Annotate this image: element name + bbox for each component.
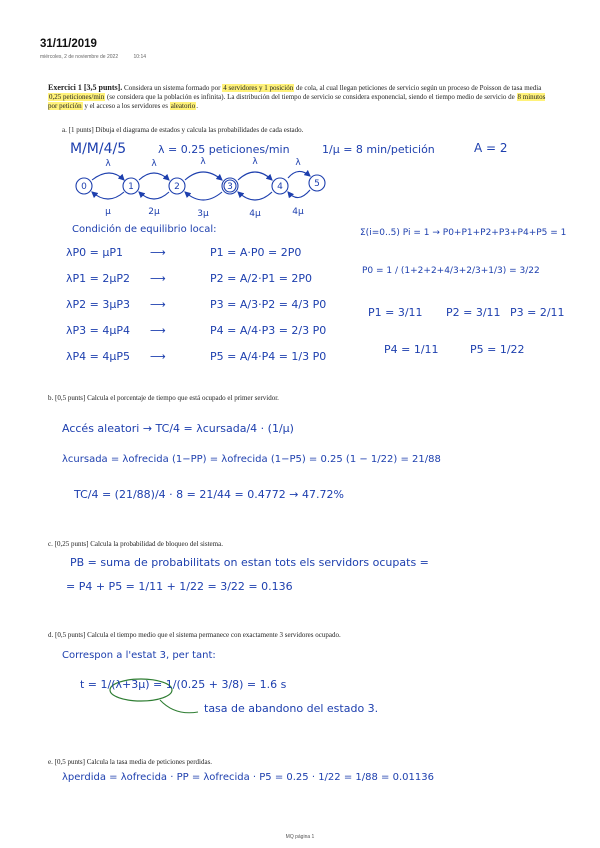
balance-eq: λP0 = μP1	[66, 246, 123, 259]
page-date-title: 31/11/2019	[40, 38, 97, 50]
service-label: 3μ	[197, 209, 209, 219]
arrival-label: λ	[295, 158, 301, 168]
meta-time: 10:14	[133, 54, 147, 60]
arrival-arc	[238, 172, 272, 180]
service-arc	[288, 190, 310, 198]
statement-part5: .	[196, 102, 198, 111]
balance-arrow: ⟶	[150, 246, 166, 259]
balance-result: P4 = A/4·P3 = 2/3 P0	[210, 324, 327, 337]
state-label: 4	[277, 182, 283, 192]
arrival-label: λ	[200, 157, 206, 167]
note-pointer	[160, 700, 198, 713]
balance-eq: λP1 = 2μP2	[66, 272, 130, 285]
highlight-service-time: 8 minutos por petición	[48, 93, 546, 111]
arrival-label: λ	[252, 157, 258, 167]
service-arc	[238, 192, 272, 200]
arrival-arc	[288, 171, 310, 178]
state-label: 5	[314, 179, 320, 189]
service-arc	[185, 192, 222, 200]
prob-value: P2 = 3/11	[446, 306, 501, 319]
service-label: 2μ	[148, 207, 160, 217]
answer-c-line1: PB = suma de probabilitats on estan tots els servidors ocupats =	[70, 556, 429, 569]
normalization-eq: Σ(i=0..5) Pi = 1 → P0+P1+P2+P3+P4+P5 = 1	[360, 228, 567, 238]
offered-traffic: A = 2	[474, 141, 508, 155]
balance-arrow: ⟶	[150, 298, 166, 311]
prob-value: P1 = 3/11	[368, 306, 423, 319]
answer-c-line2: = P4 + P5 = 1/11 + 1/22 = 3/22 = 0.136	[66, 580, 293, 593]
meta-day: miércoles, 2 de noviembre de 2022	[40, 54, 119, 60]
highlight-servers: 4 servidores y 1 posición	[223, 84, 294, 92]
service-arc	[139, 192, 169, 199]
arrival-arc	[139, 173, 169, 180]
prob-value: P4 = 1/11	[384, 343, 439, 356]
arrival-label: λ	[105, 159, 111, 169]
question-a-prompt: a. [1 punts] Dibuja el diagrama de estados y calcula las probabilidades de cada estado.	[62, 126, 304, 134]
queue-model: M/M/4/5	[70, 141, 127, 157]
answer-e-line1: λperdida = λofrecida · PP = λofrecida · P5 = 0.25 · 1/22 = 1/88 = 0.01136	[62, 772, 434, 783]
question-c-prompt: c. [0,25 punts] Calcula la probabilidad de bloqueo del sistema.	[48, 540, 223, 548]
statement-part2: de cola, al cual llegan peticiones de servicio según un proceso de Poisson de tasa media	[295, 84, 542, 92]
arrival-arc	[92, 173, 124, 180]
arrival-arc	[185, 172, 222, 180]
answer-d-line1: Correspon a l'estat 3, per tant:	[62, 650, 216, 661]
balance-title: Condición de equilibrio local:	[72, 224, 217, 235]
service-label: 4μ	[249, 209, 261, 219]
prob-value: P5 = 1/22	[470, 343, 525, 356]
arrival-label: λ	[151, 159, 157, 169]
state-label: 0	[81, 182, 87, 192]
balance-result: P5 = A/4·P4 = 1/3 P0	[210, 350, 327, 363]
balance-result: P2 = A/2·P1 = 2P0	[210, 272, 313, 285]
question-e-prompt: e. [0,5 punts] Calcula la tasa media de peticiones perdidas.	[48, 758, 213, 766]
balance-arrow: ⟶	[150, 324, 166, 337]
balance-result: P3 = A/3·P2 = 4/3 P0	[210, 298, 327, 311]
highlight-rate: 0,25 peticiones/min	[49, 93, 105, 102]
answer-d-line2: t = 1/(λ+3μ) = 1/(0.25 + 3/8) = 1.6 s	[80, 678, 287, 691]
highlight-access: aleatorio	[170, 102, 196, 111]
answer-b-line3: TC/4 = (21/88)/4 · 8 = 21/44 = 0.4772 → 47.72%	[74, 488, 344, 501]
statement-part4: y el acceso a los servidores es	[84, 102, 168, 111]
service-label: 4μ	[292, 207, 304, 217]
statement-part3: (se considera que la población es infinita). La distribución del tiempo de servicio se considera exponencial, siendo el tiempo medio de servicio de	[106, 93, 515, 102]
service-arc	[92, 192, 124, 199]
state-label: 1	[128, 182, 134, 192]
exercise-title: Exercici 1 [3,5 punts].	[48, 83, 123, 92]
answer-b-line2: λcursada = λofrecida (1−PP) = λofrecida (1−P5) = 0.25 (1 − 1/22) = 21/88	[62, 454, 441, 465]
balance-arrow: ⟶	[150, 350, 166, 363]
question-d-prompt: d. [0,5 punts] Calcula el tiempo medio que el sistema permanece con exactamente 3 servidores ocupado.	[48, 631, 341, 639]
balance-eq: λP2 = 3μP3	[66, 298, 130, 311]
mu-value: 1/μ = 8 min/petición	[322, 143, 435, 156]
question-b-prompt: b. [0,5 punts] Calcula el porcentaje de tiempo que está ocupado el primer servidor.	[48, 394, 279, 402]
statement-part1: Considera un sistema formado por	[124, 84, 221, 92]
prob-value: P3 = 2/11	[510, 306, 565, 319]
answer-b-line1: Accés aleatori → TC/4 = λcursada/4 · (1/μ)	[62, 422, 294, 435]
p0-eq: P0 = 1 / (1+2+2+4/3+2/3+1/3) = 3/22	[362, 266, 540, 276]
service-label: μ	[105, 207, 111, 217]
balance-eq: λP4 = 4μP5	[66, 350, 130, 363]
state-label: 2	[174, 182, 180, 192]
balance-arrow: ⟶	[150, 272, 166, 285]
page-footer: MQ página 1	[285, 834, 315, 840]
answer-d-note: tasa de abandono del estado 3.	[204, 702, 379, 715]
balance-eq: λP3 = 4μP4	[66, 324, 130, 337]
balance-result: P1 = A·P0 = 2P0	[210, 246, 302, 259]
lambda-value: λ = 0.25 peticiones/min	[158, 143, 290, 156]
state-label: 3	[227, 182, 233, 192]
